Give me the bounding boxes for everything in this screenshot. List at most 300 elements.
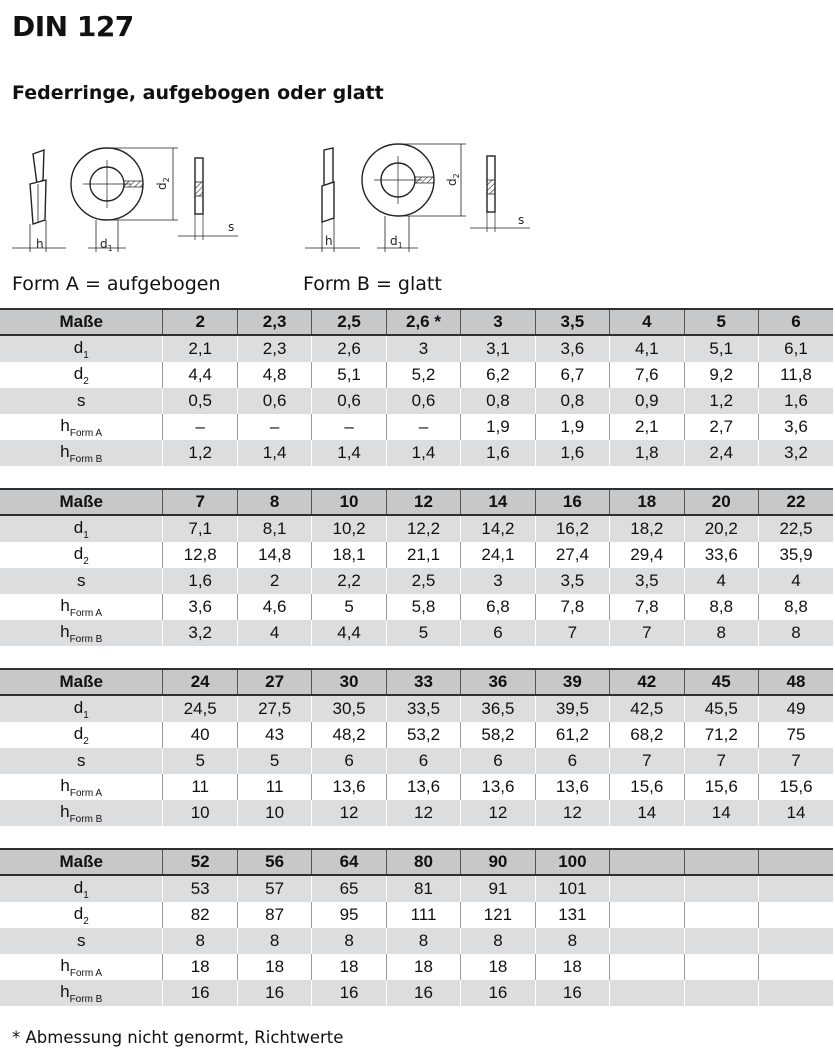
table-cell: 27,4: [535, 542, 609, 568]
label-h-b: h: [325, 234, 333, 248]
table-cell: 40: [163, 722, 237, 748]
row-label-base: h: [60, 621, 70, 641]
dimension-table: [0, 668, 833, 826]
table-cell: 1,2: [163, 440, 237, 466]
label-h-a: h: [36, 237, 44, 251]
row-label-base: h: [60, 775, 70, 795]
size-header: 64: [312, 849, 386, 875]
header-label: Maße: [0, 489, 163, 515]
table-cell: 3,6: [758, 414, 833, 440]
table-cell: 11,8: [758, 362, 833, 388]
table-cell: 10: [163, 800, 237, 826]
table-cell: 12: [461, 800, 535, 826]
table-cell: 65: [312, 875, 386, 902]
table-cell: 0,9: [610, 388, 684, 414]
row-h-form-a: [0, 774, 833, 800]
table-cell: 16: [237, 980, 311, 1006]
label-s-a: s: [228, 220, 235, 234]
label-d2-b: $d_2$: [445, 173, 461, 186]
table-cell: [758, 928, 833, 954]
table-cell: 12,8: [163, 542, 237, 568]
row-label-base: s: [76, 931, 86, 950]
table-cell: 4,4: [312, 620, 386, 646]
size-header: 14: [461, 489, 535, 515]
size-header: [758, 849, 833, 875]
table-cell: 6,1: [758, 335, 833, 362]
table-header-row: [0, 309, 833, 335]
header-label: Maße: [0, 849, 163, 875]
table-cell: 33,6: [684, 542, 758, 568]
row-label-subscript: Form B: [69, 993, 103, 1005]
table-cell: 11: [163, 774, 237, 800]
header-label: Maße: [0, 669, 163, 695]
table-cell: 5: [163, 748, 237, 774]
row-label-base: d: [73, 723, 84, 743]
row-label-base: d: [73, 697, 84, 717]
table-cell: 18: [386, 954, 460, 980]
table-cell: 3,6: [163, 594, 237, 620]
table-cell: 6: [535, 748, 609, 774]
row-label: [0, 875, 163, 902]
table-cell: 3: [461, 568, 535, 594]
dimension-table: [0, 308, 833, 466]
row-label-base: h: [60, 595, 70, 615]
table-cell: 5: [386, 620, 460, 646]
size-header: 42: [610, 669, 684, 695]
table-cell: 6: [461, 748, 535, 774]
table-cell: 131: [535, 902, 609, 928]
table-cell: [684, 928, 758, 954]
table-cell: 5: [237, 748, 311, 774]
table-cell: 29,4: [610, 542, 684, 568]
header-label: Maße: [0, 309, 163, 335]
form-a-drawing: [12, 148, 238, 252]
table-cell: 5,2: [386, 362, 460, 388]
row-label: [0, 954, 163, 980]
table-cell: 12: [535, 800, 609, 826]
table-cell: 0,6: [312, 388, 386, 414]
table-cell: 6: [386, 748, 460, 774]
table-cell: 2,5: [386, 568, 460, 594]
table-cell: 87: [237, 902, 311, 928]
row-d1: [0, 335, 833, 362]
table-cell: 3,5: [535, 568, 609, 594]
table-cell: 22,5: [758, 515, 833, 542]
size-header: 33: [386, 669, 460, 695]
size-header: 2,6 *: [386, 309, 460, 335]
row-h-form-b: [0, 620, 833, 646]
table-cell: 13,6: [461, 774, 535, 800]
row-label-base: s: [76, 571, 86, 590]
table-cell: 2,1: [163, 335, 237, 362]
table-cell: 36,5: [461, 695, 535, 722]
table-cell: 24,1: [461, 542, 535, 568]
label-s-b: s: [518, 213, 525, 227]
size-header: [684, 849, 758, 875]
table-cell: 45,5: [684, 695, 758, 722]
label-d1-b: $d_1$: [390, 234, 403, 250]
table-cell: 0,6: [386, 388, 460, 414]
row-label-base: d: [73, 517, 84, 537]
table-cell: 14: [684, 800, 758, 826]
table-cell: 9,2: [684, 362, 758, 388]
block-gap: [0, 466, 835, 488]
row-label-subscript: 1: [83, 529, 89, 541]
table-cell: –: [237, 414, 311, 440]
size-header: 5: [684, 309, 758, 335]
table-cell: 24,5: [163, 695, 237, 722]
row-label: [0, 695, 163, 722]
table-cell: 5,1: [684, 335, 758, 362]
table-cell: 61,2: [535, 722, 609, 748]
size-header: 22: [758, 489, 833, 515]
table-cell: 3: [386, 335, 460, 362]
size-header: 20: [684, 489, 758, 515]
table-cell: 68,2: [610, 722, 684, 748]
size-header: 2: [163, 309, 237, 335]
row-s: [0, 388, 833, 414]
table-cell: 0,5: [163, 388, 237, 414]
table-cell: 91: [461, 875, 535, 902]
table-cell: 8,8: [758, 594, 833, 620]
table-cell: 1,2: [684, 388, 758, 414]
table-cell: 6,2: [461, 362, 535, 388]
footnote: * Abmessung nicht genormt, Richtwerte: [12, 1028, 344, 1047]
row-label: [0, 722, 163, 748]
row-label-subscript: Form B: [69, 453, 103, 465]
table-cell: [758, 954, 833, 980]
row-h-form-a: [0, 594, 833, 620]
page-subtitle: Federringe, aufgebogen oder glatt: [12, 82, 384, 104]
table-cell: 0,8: [535, 388, 609, 414]
table-cell: 7,6: [610, 362, 684, 388]
table-cell: [684, 875, 758, 902]
table-cell: 8: [386, 928, 460, 954]
table-cell: 7,8: [535, 594, 609, 620]
table-cell: 7,1: [163, 515, 237, 542]
row-label-subscript: 1: [83, 889, 89, 901]
table-cell: 49: [758, 695, 833, 722]
row-s: [0, 568, 833, 594]
table-cell: 71,2: [684, 722, 758, 748]
row-label-subscript: Form B: [69, 633, 103, 645]
table-cell: –: [312, 414, 386, 440]
table-cell: 43: [237, 722, 311, 748]
size-header: 27: [237, 669, 311, 695]
size-header: 100: [535, 849, 609, 875]
row-label: [0, 748, 163, 774]
row-label-base: s: [76, 751, 86, 770]
size-header: 52: [163, 849, 237, 875]
table-cell: 13,6: [312, 774, 386, 800]
table-cell: 13,6: [386, 774, 460, 800]
form-b-drawing: [305, 144, 530, 252]
row-label-base: h: [60, 441, 70, 461]
row-label: [0, 414, 163, 440]
table-cell: 8: [163, 928, 237, 954]
table-cell: 1,4: [312, 440, 386, 466]
table-cell: 48,2: [312, 722, 386, 748]
table-cell: 16: [461, 980, 535, 1006]
row-s: [0, 748, 833, 774]
table-cell: 18: [312, 954, 386, 980]
table-cell: 10,2: [312, 515, 386, 542]
table-cell: 3,6: [535, 335, 609, 362]
form-a-label: Form A = aufgebogen: [12, 273, 221, 295]
size-header: 4: [610, 309, 684, 335]
row-label: [0, 335, 163, 362]
size-header: 12: [386, 489, 460, 515]
table-cell: 1,8: [610, 440, 684, 466]
table-cell: 6,8: [461, 594, 535, 620]
row-label: [0, 902, 163, 928]
table-cell: 3,1: [461, 335, 535, 362]
table-cell: 95: [312, 902, 386, 928]
size-header: 2,3: [237, 309, 311, 335]
table-cell: 101: [535, 875, 609, 902]
table-header-row: [0, 489, 833, 515]
row-label-subscript: Form A: [69, 787, 103, 799]
table-cell: 4,8: [237, 362, 311, 388]
table-cell: 15,6: [758, 774, 833, 800]
size-header: [610, 849, 684, 875]
size-header: 2,5: [312, 309, 386, 335]
table-cell: 3,5: [610, 568, 684, 594]
table-cell: 14: [758, 800, 833, 826]
table-cell: 8: [758, 620, 833, 646]
size-header: 10: [312, 489, 386, 515]
label-d1-a: $d_1$: [100, 237, 113, 253]
row-d2: [0, 722, 833, 748]
table-cell: 35,9: [758, 542, 833, 568]
table-cell: 4,1: [610, 335, 684, 362]
table-cell: 5,8: [386, 594, 460, 620]
page-title: DIN 127: [12, 10, 134, 43]
table-cell: 16: [312, 980, 386, 1006]
row-label-subscript: 2: [83, 735, 89, 747]
table-cell: 6: [312, 748, 386, 774]
table-cell: [610, 875, 684, 902]
table-cell: 7,8: [610, 594, 684, 620]
size-header: 36: [461, 669, 535, 695]
row-label: [0, 774, 163, 800]
row-d2: [0, 362, 833, 388]
row-label-base: d: [73, 877, 84, 897]
table-cell: 42,5: [610, 695, 684, 722]
table-cell: 82: [163, 902, 237, 928]
table-cell: 121: [461, 902, 535, 928]
table-cell: 18: [237, 954, 311, 980]
row-label-subscript: Form A: [69, 967, 103, 979]
table-cell: 2,7: [684, 414, 758, 440]
row-label: [0, 440, 163, 466]
table-cell: 5,1: [312, 362, 386, 388]
table-cell: –: [163, 414, 237, 440]
size-header: 56: [237, 849, 311, 875]
row-label: [0, 928, 163, 954]
table-cell: 13,6: [535, 774, 609, 800]
row-label-base: h: [60, 415, 70, 435]
table-cell: 2,1: [610, 414, 684, 440]
dimension-table: [0, 848, 833, 1006]
table-cell: 16,2: [535, 515, 609, 542]
table-cell: 6: [461, 620, 535, 646]
table-cell: 2,2: [312, 568, 386, 594]
table-cell: 7: [610, 748, 684, 774]
table-cell: 1,6: [758, 388, 833, 414]
row-s: [0, 928, 833, 954]
size-header: 3: [461, 309, 535, 335]
row-label-base: h: [60, 801, 70, 821]
row-label-subscript: 1: [83, 349, 89, 361]
table-cell: 111: [386, 902, 460, 928]
size-header: 80: [386, 849, 460, 875]
table-cell: 11: [237, 774, 311, 800]
size-header: 7: [163, 489, 237, 515]
table-cell: 53: [163, 875, 237, 902]
row-d2: [0, 902, 833, 928]
table-cell: 2,6: [312, 335, 386, 362]
table-cell: 27,5: [237, 695, 311, 722]
table-cell: 16: [535, 980, 609, 1006]
table-cell: 18: [163, 954, 237, 980]
table-cell: 14,8: [237, 542, 311, 568]
table-cell: 7: [758, 748, 833, 774]
row-d1: [0, 515, 833, 542]
row-label: [0, 568, 163, 594]
table-cell: 8: [237, 928, 311, 954]
form-b-label: Form B = glatt: [303, 273, 442, 295]
table-header-row: [0, 669, 833, 695]
row-label-subscript: 2: [83, 555, 89, 567]
washer-drawings: [0, 140, 560, 265]
table-cell: 18: [461, 954, 535, 980]
table-cell: 7: [610, 620, 684, 646]
table-cell: 5: [312, 594, 386, 620]
label-d2-a: $d_2$: [155, 177, 171, 190]
table-cell: 16: [163, 980, 237, 1006]
table-cell: 57: [237, 875, 311, 902]
table-cell: [610, 980, 684, 1006]
row-label-subscript: 2: [83, 915, 89, 927]
size-header: 90: [461, 849, 535, 875]
table-cell: 10: [237, 800, 311, 826]
table-cell: [758, 980, 833, 1006]
row-label-subscript: 1: [83, 709, 89, 721]
table-cell: 8,8: [684, 594, 758, 620]
row-label: [0, 800, 163, 826]
size-header: 24: [163, 669, 237, 695]
row-label-subscript: 2: [83, 375, 89, 387]
row-label-base: d: [73, 337, 84, 357]
block-gap: [0, 646, 835, 668]
size-header: 39: [535, 669, 609, 695]
row-h-form-b: [0, 980, 833, 1006]
table-cell: –: [386, 414, 460, 440]
row-label: [0, 542, 163, 568]
table-cell: 75: [758, 722, 833, 748]
table-cell: [684, 980, 758, 1006]
table-cell: 0,8: [461, 388, 535, 414]
table-cell: 1,9: [461, 414, 535, 440]
table-cell: 6,7: [535, 362, 609, 388]
row-label: [0, 980, 163, 1006]
size-header: 30: [312, 669, 386, 695]
table-cell: 81: [386, 875, 460, 902]
row-label-base: d: [73, 903, 84, 923]
table-cell: 8: [312, 928, 386, 954]
table-cell: 8: [461, 928, 535, 954]
table-cell: 7: [684, 748, 758, 774]
table-header-row: [0, 849, 833, 875]
table-cell: 1,6: [535, 440, 609, 466]
table-cell: 8,1: [237, 515, 311, 542]
table-cell: 15,6: [684, 774, 758, 800]
size-header: 6: [758, 309, 833, 335]
row-d2: [0, 542, 833, 568]
table-cell: 12: [386, 800, 460, 826]
table-cell: 8: [684, 620, 758, 646]
table-cell: 0,6: [237, 388, 311, 414]
row-label-base: d: [73, 543, 84, 563]
table-cell: 33,5: [386, 695, 460, 722]
table-cell: 39,5: [535, 695, 609, 722]
table-cell: 58,2: [461, 722, 535, 748]
table-cell: 14,2: [461, 515, 535, 542]
row-label-base: s: [76, 391, 86, 410]
table-cell: 4: [758, 568, 833, 594]
size-header: 3,5: [535, 309, 609, 335]
table-cell: 4,4: [163, 362, 237, 388]
table-cell: 16: [386, 980, 460, 1006]
dimension-tables: [0, 308, 835, 1006]
table-cell: 1,6: [163, 568, 237, 594]
table-cell: 18,2: [610, 515, 684, 542]
row-label: [0, 388, 163, 414]
size-header: 45: [684, 669, 758, 695]
row-h-form-b: [0, 440, 833, 466]
size-header: 8: [237, 489, 311, 515]
table-cell: 20,2: [684, 515, 758, 542]
row-label-base: h: [60, 955, 70, 975]
row-label: [0, 362, 163, 388]
table-cell: 8: [535, 928, 609, 954]
row-label: [0, 515, 163, 542]
table-cell: 12: [312, 800, 386, 826]
row-label-subscript: Form A: [69, 427, 103, 439]
table-cell: 18: [535, 954, 609, 980]
dimension-table: [0, 488, 833, 646]
row-label: [0, 620, 163, 646]
size-header: 16: [535, 489, 609, 515]
size-header: 48: [758, 669, 833, 695]
table-cell: [610, 954, 684, 980]
table-cell: 21,1: [386, 542, 460, 568]
table-cell: 2,4: [684, 440, 758, 466]
block-gap: [0, 826, 835, 848]
table-cell: 3,2: [758, 440, 833, 466]
size-header: 18: [610, 489, 684, 515]
table-cell: 1,6: [461, 440, 535, 466]
row-label-base: d: [73, 363, 84, 383]
table-cell: [684, 954, 758, 980]
row-label: [0, 594, 163, 620]
table-cell: [684, 902, 758, 928]
table-cell: [758, 875, 833, 902]
table-cell: 1,4: [237, 440, 311, 466]
row-h-form-a: [0, 414, 833, 440]
row-d1: [0, 875, 833, 902]
